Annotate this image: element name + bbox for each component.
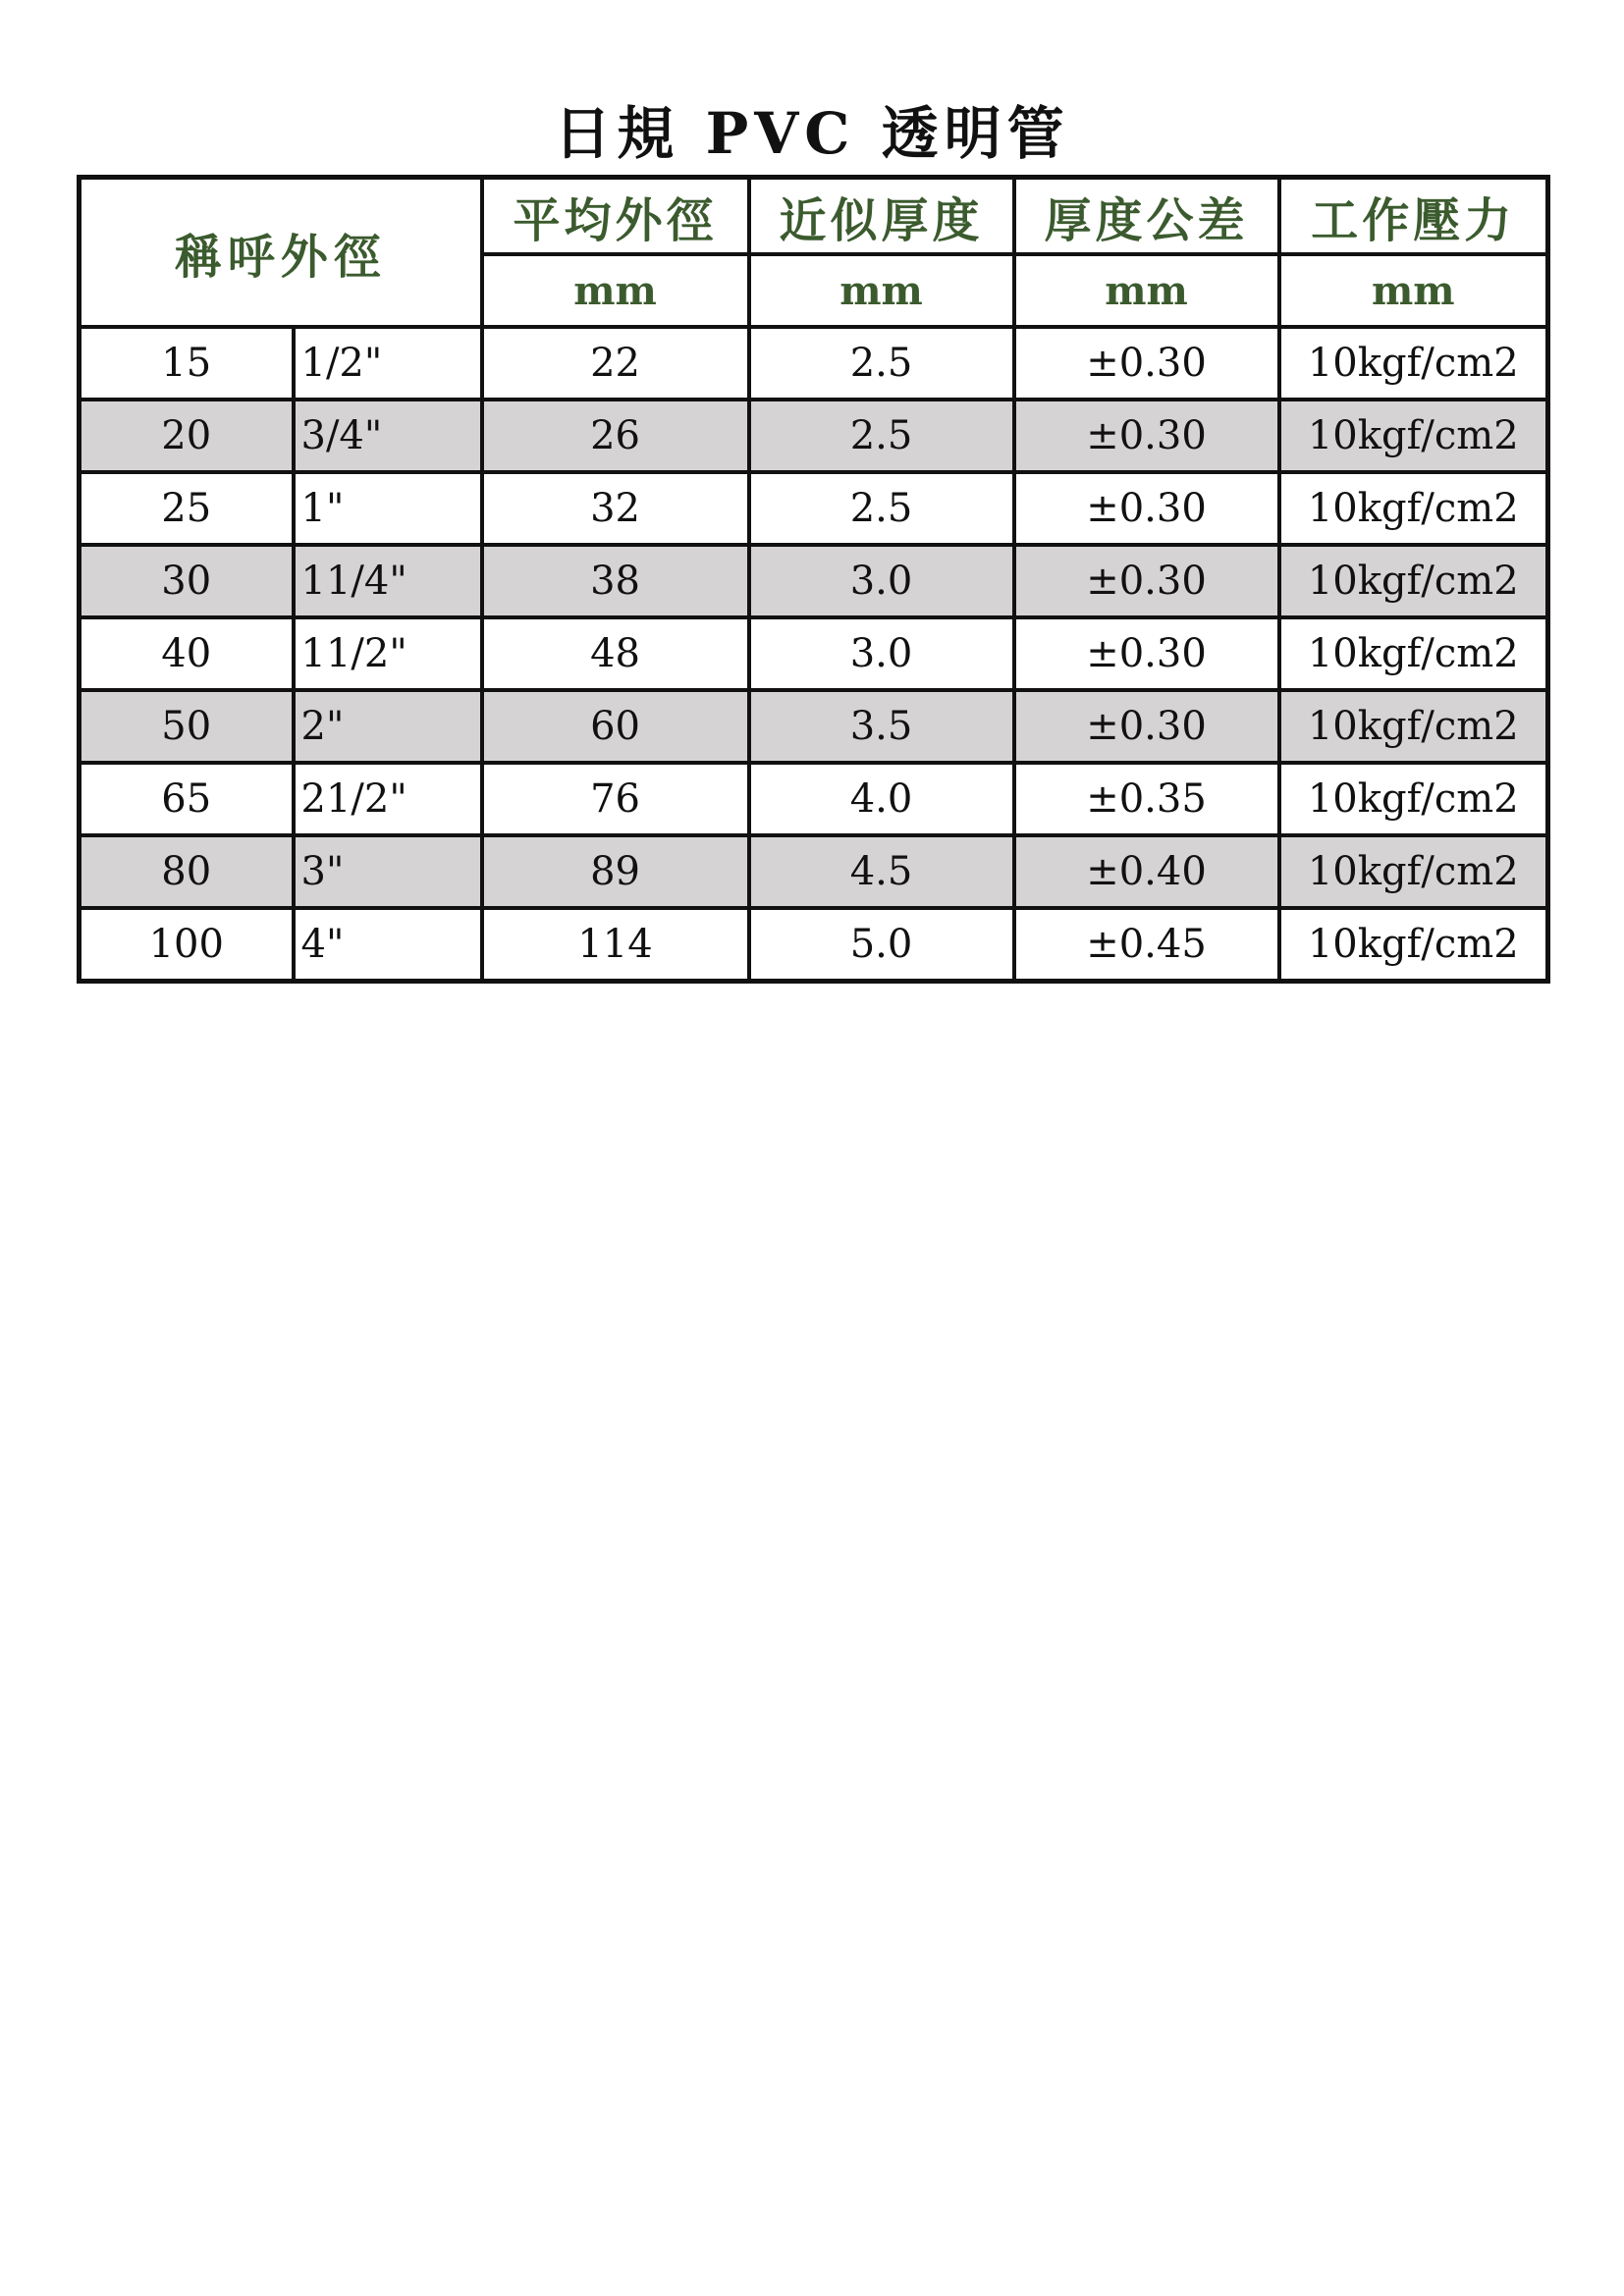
cell-inch-size: 3"	[294, 835, 482, 908]
cell-inch-size: 1"	[294, 472, 482, 545]
cell-pressure: 10kgf/cm2	[1279, 690, 1548, 763]
cell-average-od: 32	[482, 472, 749, 545]
cell-inch-size: 2"	[294, 690, 482, 763]
cell-inch-size: 4"	[294, 908, 482, 982]
cell-tolerance: ±0.30	[1014, 400, 1279, 472]
header-unit-tolerance: mm	[1014, 254, 1279, 327]
cell-inch-size: 11/2"	[294, 617, 482, 690]
table-row	[80, 545, 1548, 617]
header-unit-avg-od: mm	[482, 254, 749, 327]
cell-pressure: 10kgf/cm2	[1279, 617, 1548, 690]
cell-thickness: 4.5	[749, 835, 1014, 908]
cell-nominal-size: 20	[80, 400, 294, 472]
cell-average-od: 114	[482, 908, 749, 982]
table-row	[80, 617, 1548, 690]
cell-tolerance: ±0.30	[1014, 617, 1279, 690]
cell-average-od: 76	[482, 763, 749, 835]
cell-tolerance: ±0.30	[1014, 327, 1279, 400]
cell-inch-size: 11/4"	[294, 545, 482, 617]
cell-tolerance: ±0.45	[1014, 908, 1279, 982]
cell-thickness: 2.5	[749, 472, 1014, 545]
table-row	[80, 327, 1548, 400]
cell-tolerance: ±0.30	[1014, 690, 1279, 763]
cell-inch-size: 3/4"	[294, 400, 482, 472]
cell-average-od: 89	[482, 835, 749, 908]
cell-tolerance: ±0.30	[1014, 472, 1279, 545]
cell-tolerance: ±0.40	[1014, 835, 1279, 908]
header-thickness-tolerance: 厚度公差	[1014, 178, 1279, 255]
cell-average-od: 22	[482, 327, 749, 400]
cell-thickness: 3.0	[749, 617, 1014, 690]
page-title: 日規 PVC 透明管	[554, 100, 1070, 167]
cell-average-od: 60	[482, 690, 749, 763]
table-row	[80, 690, 1548, 763]
cell-inch-size: 1/2"	[294, 327, 482, 400]
cell-nominal-size: 40	[80, 617, 294, 690]
table-row	[80, 472, 1548, 545]
cell-thickness: 2.5	[749, 327, 1014, 400]
cell-tolerance: ±0.35	[1014, 763, 1279, 835]
header-unit-pressure: mm	[1279, 254, 1548, 327]
cell-tolerance: ±0.30	[1014, 545, 1279, 617]
cell-nominal-size: 100	[80, 908, 294, 982]
cell-pressure: 10kgf/cm2	[1279, 327, 1548, 400]
cell-pressure: 10kgf/cm2	[1279, 472, 1548, 545]
cell-inch-size: 21/2"	[294, 763, 482, 835]
cell-nominal-size: 15	[80, 327, 294, 400]
cell-thickness: 3.0	[749, 545, 1014, 617]
cell-nominal-size: 65	[80, 763, 294, 835]
cell-pressure: 10kgf/cm2	[1279, 400, 1548, 472]
cell-average-od: 26	[482, 400, 749, 472]
cell-thickness: 5.0	[749, 908, 1014, 982]
header-nominal-diameter: 稱呼外徑	[80, 178, 482, 328]
table-row	[80, 400, 1548, 472]
cell-nominal-size: 80	[80, 835, 294, 908]
cell-average-od: 48	[482, 617, 749, 690]
cell-average-od: 38	[482, 545, 749, 617]
cell-thickness: 3.5	[749, 690, 1014, 763]
cell-pressure: 10kgf/cm2	[1279, 835, 1548, 908]
spec-table	[77, 175, 1550, 984]
cell-pressure: 10kgf/cm2	[1279, 908, 1548, 982]
cell-nominal-size: 25	[80, 472, 294, 545]
header-working-pressure: 工作壓力	[1279, 178, 1548, 255]
cell-pressure: 10kgf/cm2	[1279, 545, 1548, 617]
header-unit-thickness: mm	[749, 254, 1014, 327]
table-row	[80, 908, 1548, 982]
header-approx-thickness: 近似厚度	[749, 178, 1014, 255]
cell-nominal-size: 30	[80, 545, 294, 617]
cell-thickness: 4.0	[749, 763, 1014, 835]
table-row	[80, 835, 1548, 908]
cell-pressure: 10kgf/cm2	[1279, 763, 1548, 835]
cell-nominal-size: 50	[80, 690, 294, 763]
table-row	[80, 763, 1548, 835]
cell-thickness: 2.5	[749, 400, 1014, 472]
header-average-od: 平均外徑	[482, 178, 749, 255]
